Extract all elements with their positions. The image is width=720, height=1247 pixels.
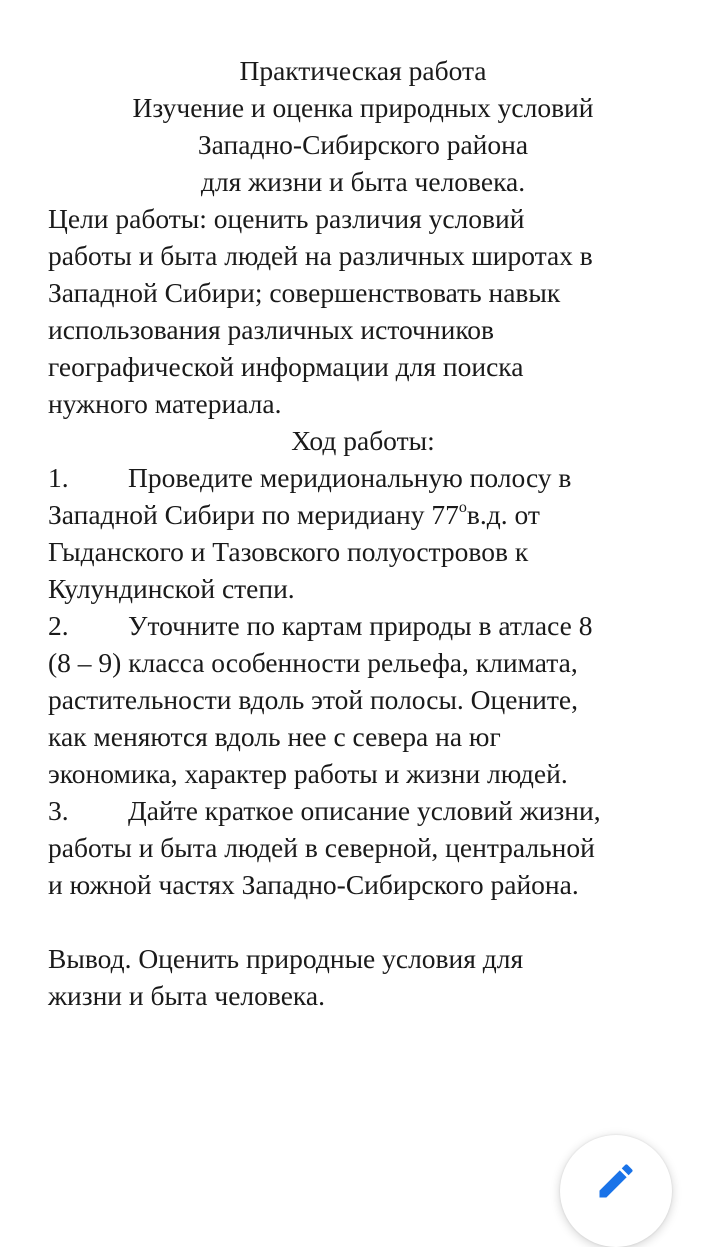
blank-line — [48, 903, 678, 940]
goals-line: географической информации для поиска — [48, 351, 524, 382]
step-line: как меняются вдоль нее с севера на юг — [48, 721, 501, 752]
conclusion-line: Вывод. Оценить природные условия для — [48, 943, 524, 974]
step-number: 3. — [48, 795, 69, 826]
step-line: и южной частях Западно-Сибирского района. — [48, 869, 579, 900]
step-line: Кулундинской степи. — [48, 573, 295, 604]
goals-line: Западной Сибири; совершенствовать навык — [48, 277, 561, 308]
progress-heading-text: Ход работы: — [291, 425, 435, 456]
step-line: (8 – 9) класса особенности рельефа, климата, — [48, 647, 578, 678]
step-line: растительности вдоль этой полосы. Оцените, — [48, 684, 578, 715]
document-body — [48, 52, 678, 1014]
step-text: в.д. от — [466, 499, 540, 530]
goals-line: работы и быта людей на различных широтах в — [48, 240, 593, 271]
step-text: Дайте краткое описание условий жизни, — [128, 795, 601, 826]
edit-button[interactable] — [560, 1135, 672, 1247]
goals-line: Цели работы: оценить различия условий — [48, 203, 525, 234]
step-1 — [48, 459, 678, 607]
step-3 — [48, 792, 678, 903]
progress-heading — [48, 422, 678, 459]
step-text: Западной Сибири по меридиану 77 — [48, 499, 459, 530]
title-line: Практическая работа — [239, 55, 487, 86]
pencil-edit-icon — [594, 1159, 638, 1203]
title-line: для жизни и быта человека. — [200, 166, 526, 197]
conclusion-line: жизни и быта человека. — [48, 980, 325, 1011]
step-line: Гыданского и Тазовского полуостровов к — [48, 536, 529, 567]
step-line — [48, 792, 678, 829]
degree-mark: o — [458, 498, 467, 516]
goals-paragraph — [48, 200, 678, 422]
step-line: работы и быта людей в северной, центральной — [48, 832, 595, 863]
step-line — [48, 496, 678, 533]
step-text: Проведите меридиональную полосу в — [128, 462, 572, 493]
step-line — [48, 459, 678, 496]
title-line: Западно-Сибирского района — [197, 129, 529, 160]
step-2 — [48, 607, 678, 792]
conclusion-paragraph — [48, 940, 678, 1014]
step-text: Уточните по картам природы в атласе 8 — [128, 610, 593, 641]
step-number: 2. — [48, 610, 69, 641]
step-line: экономика, характер работы и жизни людей. — [48, 758, 568, 789]
goals-line: использования различных источников — [48, 314, 495, 345]
document-title — [48, 52, 678, 200]
title-line: Изучение и оценка природных условий — [132, 92, 594, 123]
step-number: 1. — [48, 462, 69, 493]
step-line — [48, 607, 678, 644]
goals-line: нужного материала. — [48, 388, 282, 419]
